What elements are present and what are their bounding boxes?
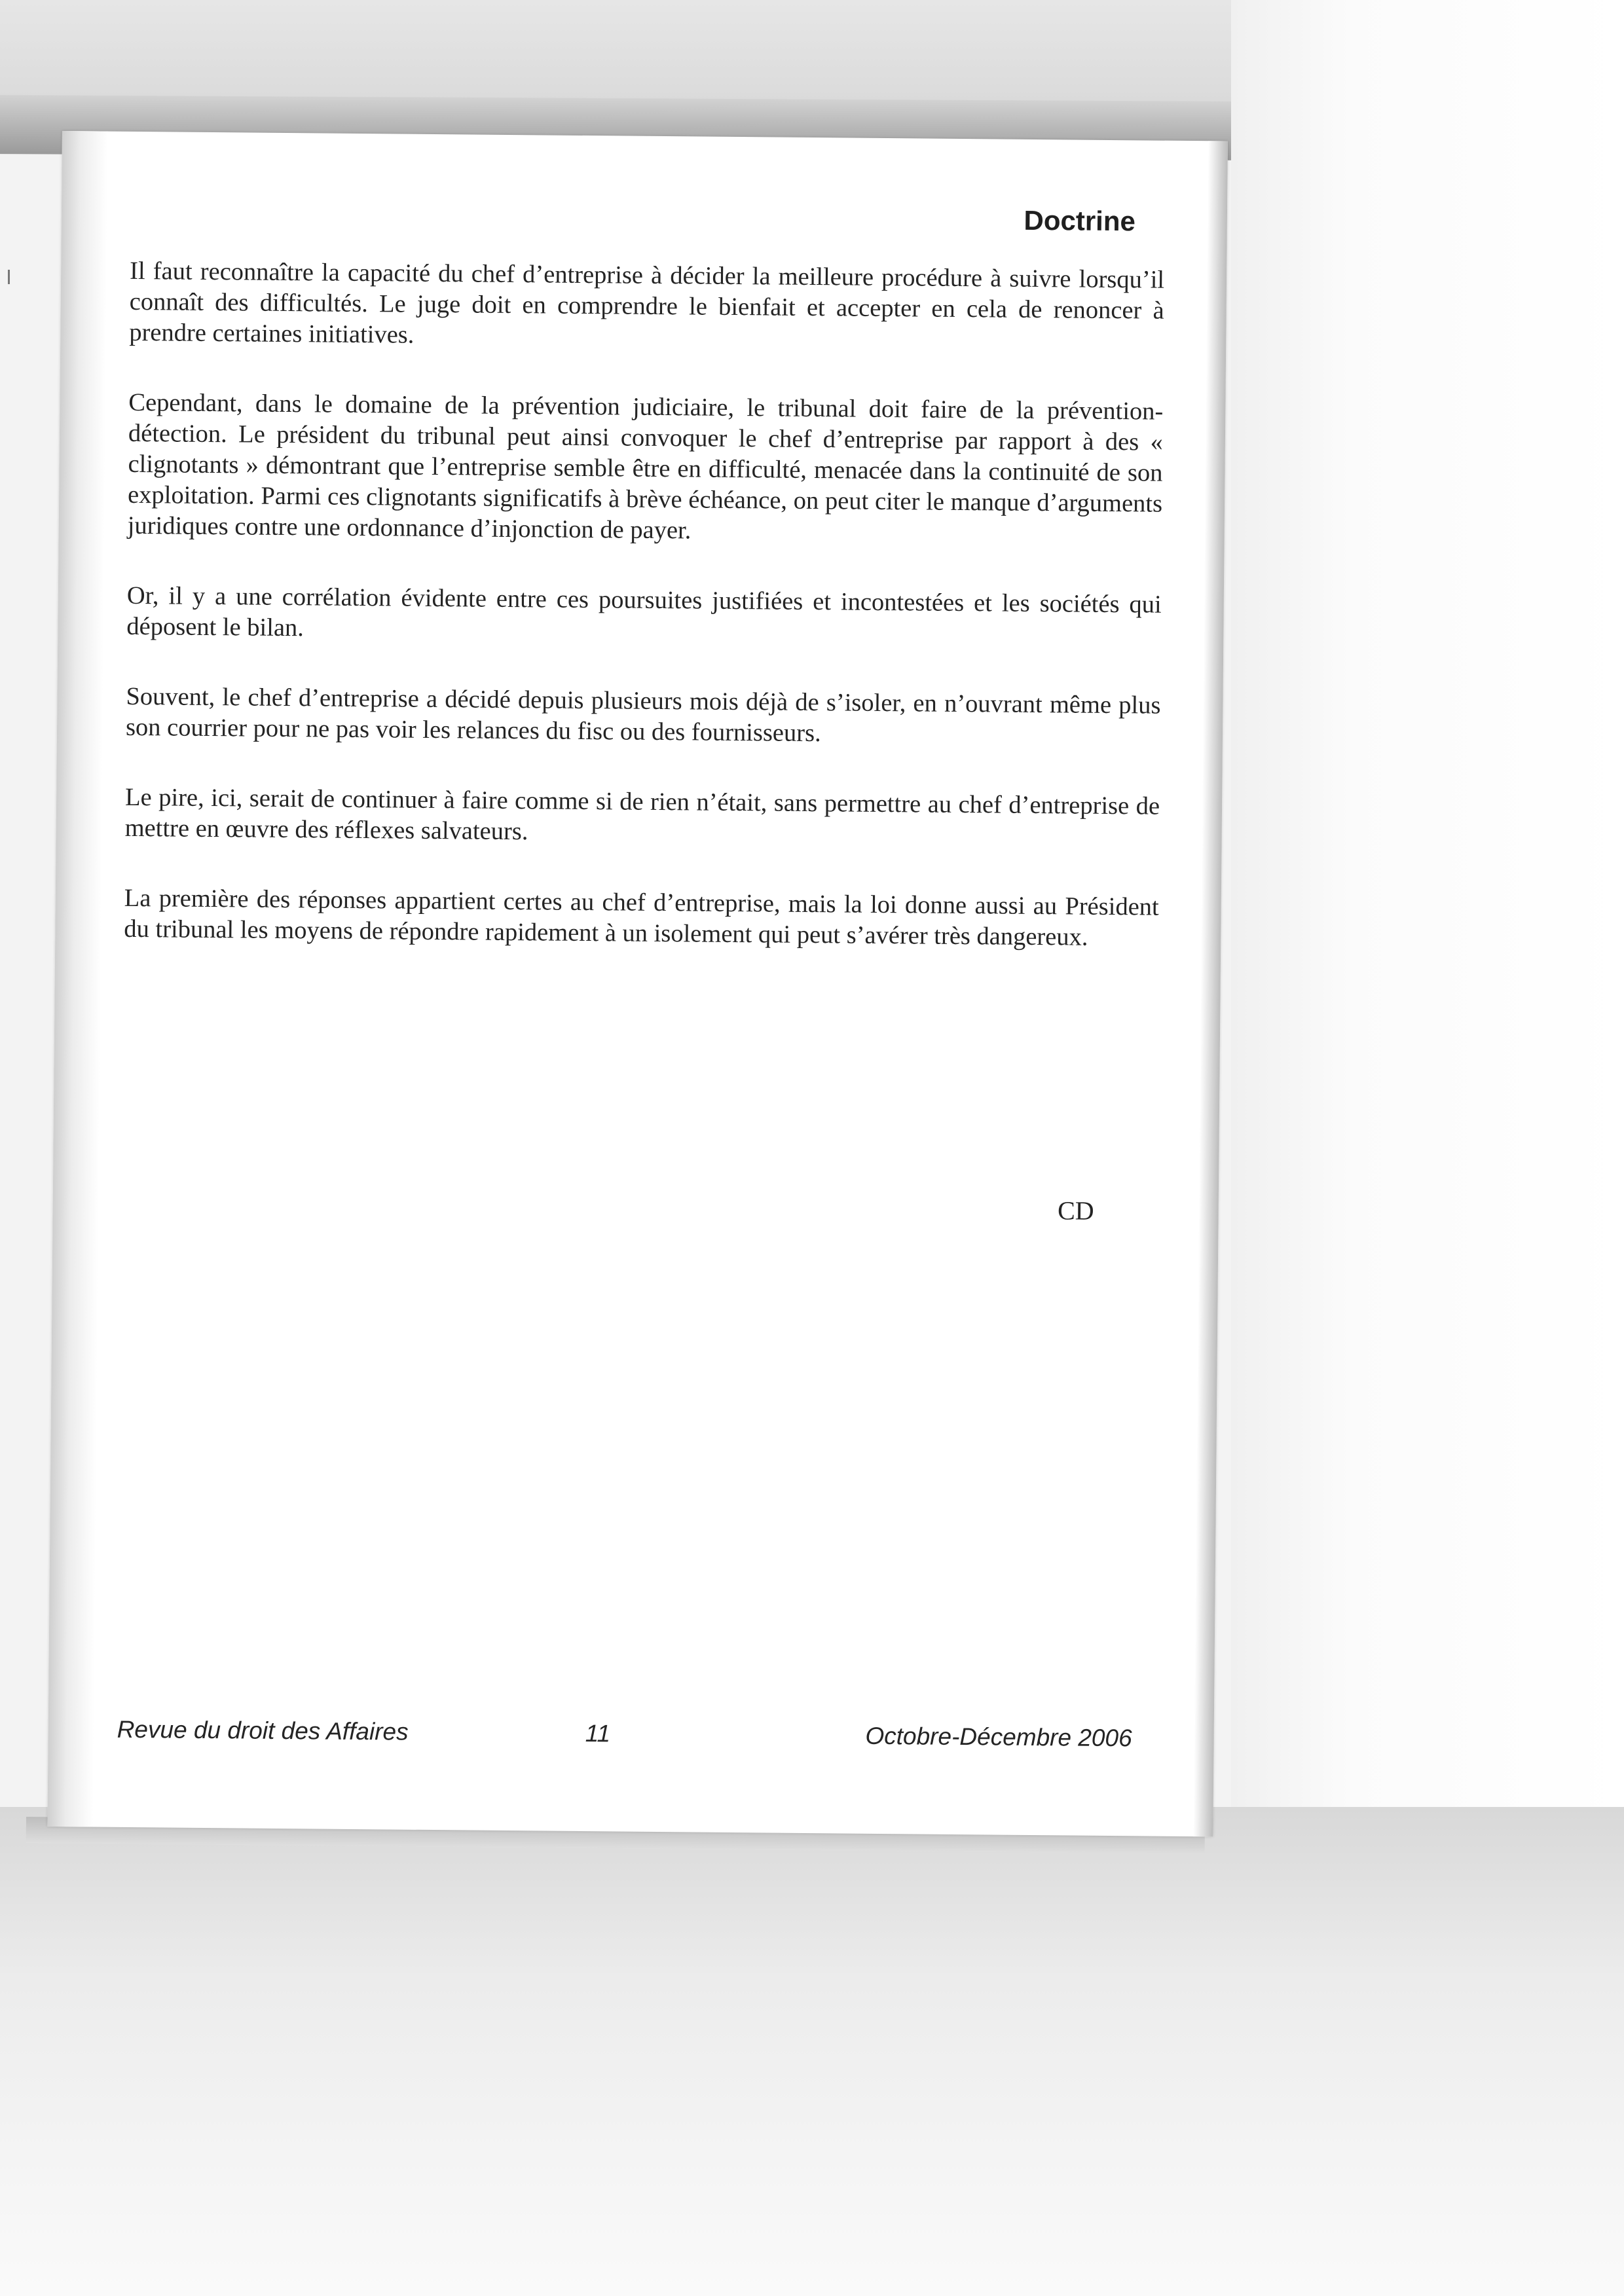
issue-date: Octobre-Décembre 2006 [865, 1722, 1132, 1752]
article-body [124, 256, 1165, 993]
document-page [47, 131, 1228, 1836]
paragraph: La première des réponses appartient certes au chef d’entreprise, mais la loi donne aussi au Président du tribunal les moyens de répondre rapidement à un isolement qui peut s’avérer très dangereux. [124, 884, 1159, 951]
section-label: Doctrine [1024, 204, 1136, 237]
stray-mark [8, 270, 10, 284]
page-edge-shadow [1193, 141, 1228, 1836]
journal-title: Revue du droit des Affaires [117, 1715, 409, 1745]
page-binding-shadow [47, 131, 108, 1827]
author-initials: CD [1057, 1195, 1094, 1226]
paragraph: Souvent, le chef d’entreprise a décidé depuis plusieurs mois déjà de s’isoler, en n’ouvrant même plus son courrier pour ne pas voir les relances du fisc ou des fournisseurs. [125, 682, 1161, 748]
paragraph: Il faut reconnaître la capacité du chef d’entreprise à décider la meilleure procédure à suivre lorsqu’il connaît des difficultés. Le juge doit en comprendre le bienfait et accepter en cela de renoncer à prendre certaines initiatives. [129, 257, 1165, 349]
paragraph: Or, il y a une corrélation évidente entre ces poursuites justifiées et incontestées et les sociétés qui déposent le bilan. [126, 581, 1162, 642]
paragraph: Le pire, ici, serait de continuer à faire comme si de rien n’était, sans permettre au chef d’entreprise de mettre en œuvre des réflexes salvateurs. [124, 783, 1160, 846]
paragraph: Cependant, dans le domaine de la prévention judiciaire, le tribunal doit faire de la prévention-détection. Le président du tribunal peut ainsi convoquer le chef d’entreprise par rapport à des « clignotants » démontrant que l’entreprise semble être en difficulté, menacée dans la continuité de son exploitation. Parmi ces clignotants significatifs à brève échéance, on peut citer le manque d’arguments juridiques contre une ordonnance d’injonction de payer. [127, 388, 1164, 545]
page-number: 11 [585, 1720, 611, 1747]
page-footer [117, 1716, 1151, 1764]
scanner-shadow-bottom [0, 1807, 1624, 2296]
